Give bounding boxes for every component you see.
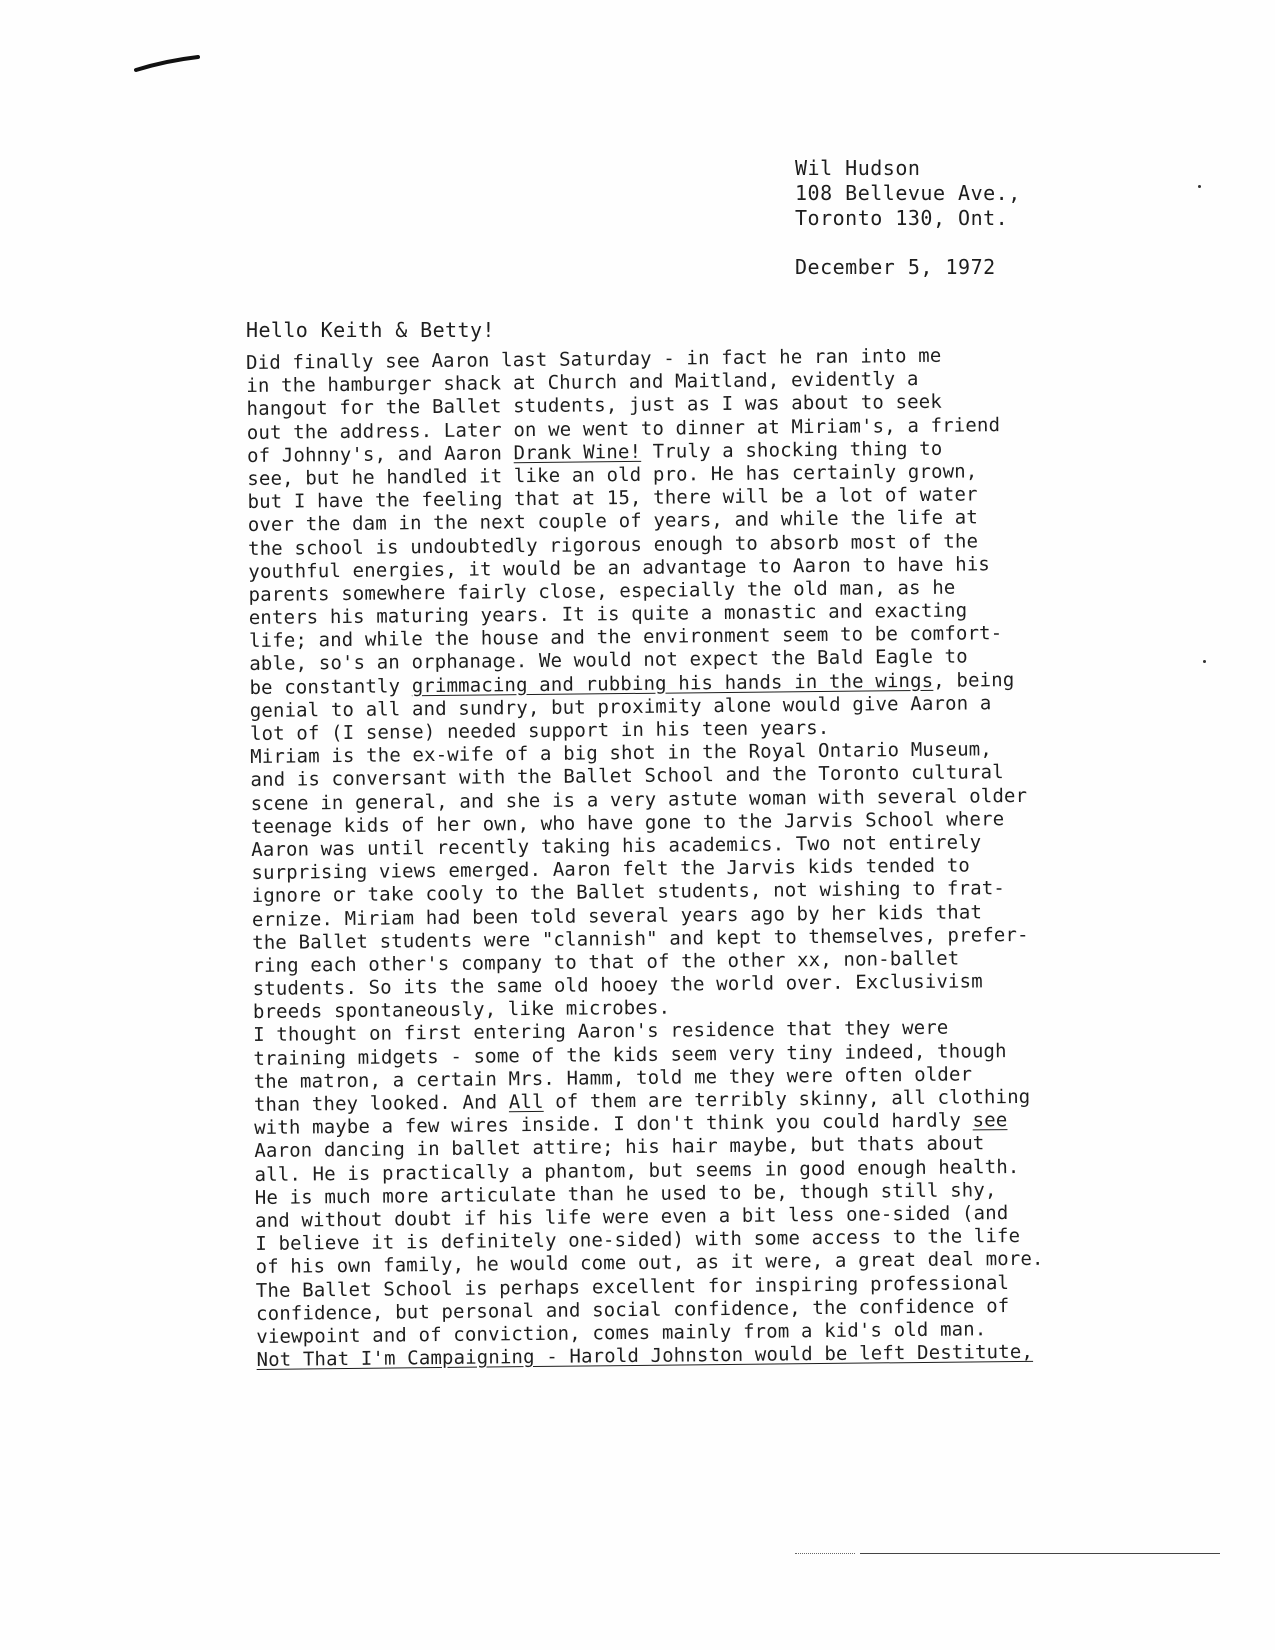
body-text-segment: of his own family, he would come out, as it were, a great deal more.: [255, 1248, 1044, 1279]
body-text-segment: hangout for the Ballet students, just as I was about to seek: [246, 391, 943, 421]
body-text-segment: of Johnny's, and Aaron: [246, 441, 514, 467]
bottom-dotted-mark: [795, 1553, 855, 1555]
body-text-segment: Miriam is the ex-wife of a big shot in the Royal Ontario Museum,: [250, 738, 993, 769]
body-text-segment: Aaron was until recently taking his academics. Two not entirely: [251, 831, 982, 861]
body-text-segment: ring each other's company to that of the other xx, non-ballet: [252, 947, 960, 977]
body-text-segment: ignore or take cooly to the Ballet students, not wishing to frat-: [251, 877, 1006, 908]
body-text-segment: of them are terribly skinny, all clothing: [543, 1085, 1031, 1113]
body-text-segment: ernize. Miriam had been told several years ago by her kids that: [251, 900, 983, 931]
sender-address-block: [795, 156, 1021, 231]
body-text-segment: the matron, a certain Mrs. Hamm, told me they were often older: [253, 1063, 973, 1093]
body-text-segment: Truly a shocking thing to: [640, 437, 943, 463]
body-text-segment: all. He is practically a phantom, but seems in good enough health.: [254, 1155, 1020, 1186]
body-text-segment: , being: [933, 668, 1015, 692]
body-text-segment: students. So its the same old hooey the world over. Exclusivism: [252, 970, 983, 1001]
sender-street: 108 Bellevue Ave.,: [795, 181, 1021, 205]
pen-mark-icon: [134, 54, 200, 74]
underlined-text: grimmacing and rubbing his hands in the wings: [411, 669, 934, 697]
body-text-segment: be constantly: [249, 674, 412, 699]
body-text-segment: I thought on first entering Aaron's residence that they were: [253, 1017, 949, 1047]
body-text-segment: viewpoint and of conviction, comes mainly from a kid's old man.: [256, 1318, 987, 1348]
body-text-segment: with maybe a few wires inside. I don't think you could hardly: [254, 1109, 973, 1140]
letter-body: [246, 343, 1117, 1372]
body-text-segment: training midgets - some of the kids seem very tiny indeed, though: [253, 1039, 1007, 1070]
body-text-segment: in the hamburger shack at Church and Maitland, evidently a: [246, 368, 919, 398]
underlined-text: see: [972, 1109, 1008, 1132]
salutation: Hello Keith & Betty!: [246, 318, 495, 342]
body-text-segment: youthful energies, it would be an advantage to Aaron to have his: [248, 552, 991, 583]
body-text-segment: and is conversant with the Ballet School and the Toronto cultural: [250, 761, 1004, 792]
underlined-text: All: [508, 1090, 544, 1114]
body-text-segment: able, so's an orphanage. We would not expect the Bald Eagle to: [249, 645, 968, 676]
body-text-segment: than they looked. And: [253, 1091, 509, 1116]
body-text-segment: The Ballet School is perhaps excellent for inspiring professional: [255, 1271, 1010, 1302]
body-text-segment: I believe it is definitely one-sided) with some access to the life: [255, 1225, 1021, 1256]
body-text-segment: surprising views emerged. Aaron felt the Jarvis kids tended to: [251, 854, 971, 885]
underlined-text: Drank Wine!: [513, 440, 642, 464]
body-text-segment: life; and while the house and the environment seem to be comfort-: [248, 622, 1003, 653]
body-text-segment: over the dam in the next couple of years, and while the life at: [247, 506, 978, 537]
letter-date: December 5, 1972: [795, 255, 996, 279]
body-text-segment: the school is undoubtedly rigorous enough to absorb most of the: [247, 529, 979, 560]
sender-city: Toronto 130, Ont.: [795, 206, 1009, 230]
body-text-segment: confidence, but personal and social confidence, the confidence of: [255, 1294, 1010, 1325]
underlined-text: Not That I'm Campaigning - Harold Johnston would be left Destitute,: [256, 1340, 1034, 1372]
body-text-segment: Did finally see Aaron last Saturday - in fact he ran into me: [246, 344, 942, 374]
paper-speck: [1198, 185, 1201, 188]
body-text-segment: see, but he handled it like an old pro. He has certainly grown,: [247, 460, 978, 490]
body-text-segment: and without doubt if his life were even a bit less one-sided (and: [254, 1202, 1009, 1232]
body-text-segment: breeds spontaneously, like microbes.: [252, 996, 671, 1024]
body-text-segment: the Ballet students were "clannish" and kept to themselves, prefer-: [252, 923, 1029, 954]
body-text-segment: genial to all and sundry, but proximity alone would give Aaron a: [249, 692, 992, 722]
body-text-segment: scene in general, and she is a very astute woman with several older: [250, 784, 1028, 815]
bottom-rule: [860, 1553, 1220, 1554]
body-text-segment: parents somewhere fairly close, especially the old man, as he: [248, 576, 956, 606]
paper-speck: [1203, 660, 1206, 663]
body-text-segment: lot of (I sense) needed support in his teen years.: [249, 716, 830, 745]
body-text-segment: but I have the feeling that at 15, there will be a lot of water: [247, 483, 978, 514]
body-text-segment: Aaron dancing in ballet attire; his hair maybe, but thats about: [254, 1132, 985, 1163]
body-text-segment: enters his maturing years. It is quite a monastic and exacting: [248, 599, 968, 630]
body-text-segment: teenage kids of her own, who have gone to the Jarvis School where: [250, 807, 1005, 838]
body-text-segment: out the address. Later on we went to dinner at Miriam's, a friend: [246, 413, 1001, 444]
sender-name: Wil Hudson: [795, 156, 921, 180]
body-text-segment: He is much more articulate than he used to be, though still shy,: [254, 1178, 997, 1209]
